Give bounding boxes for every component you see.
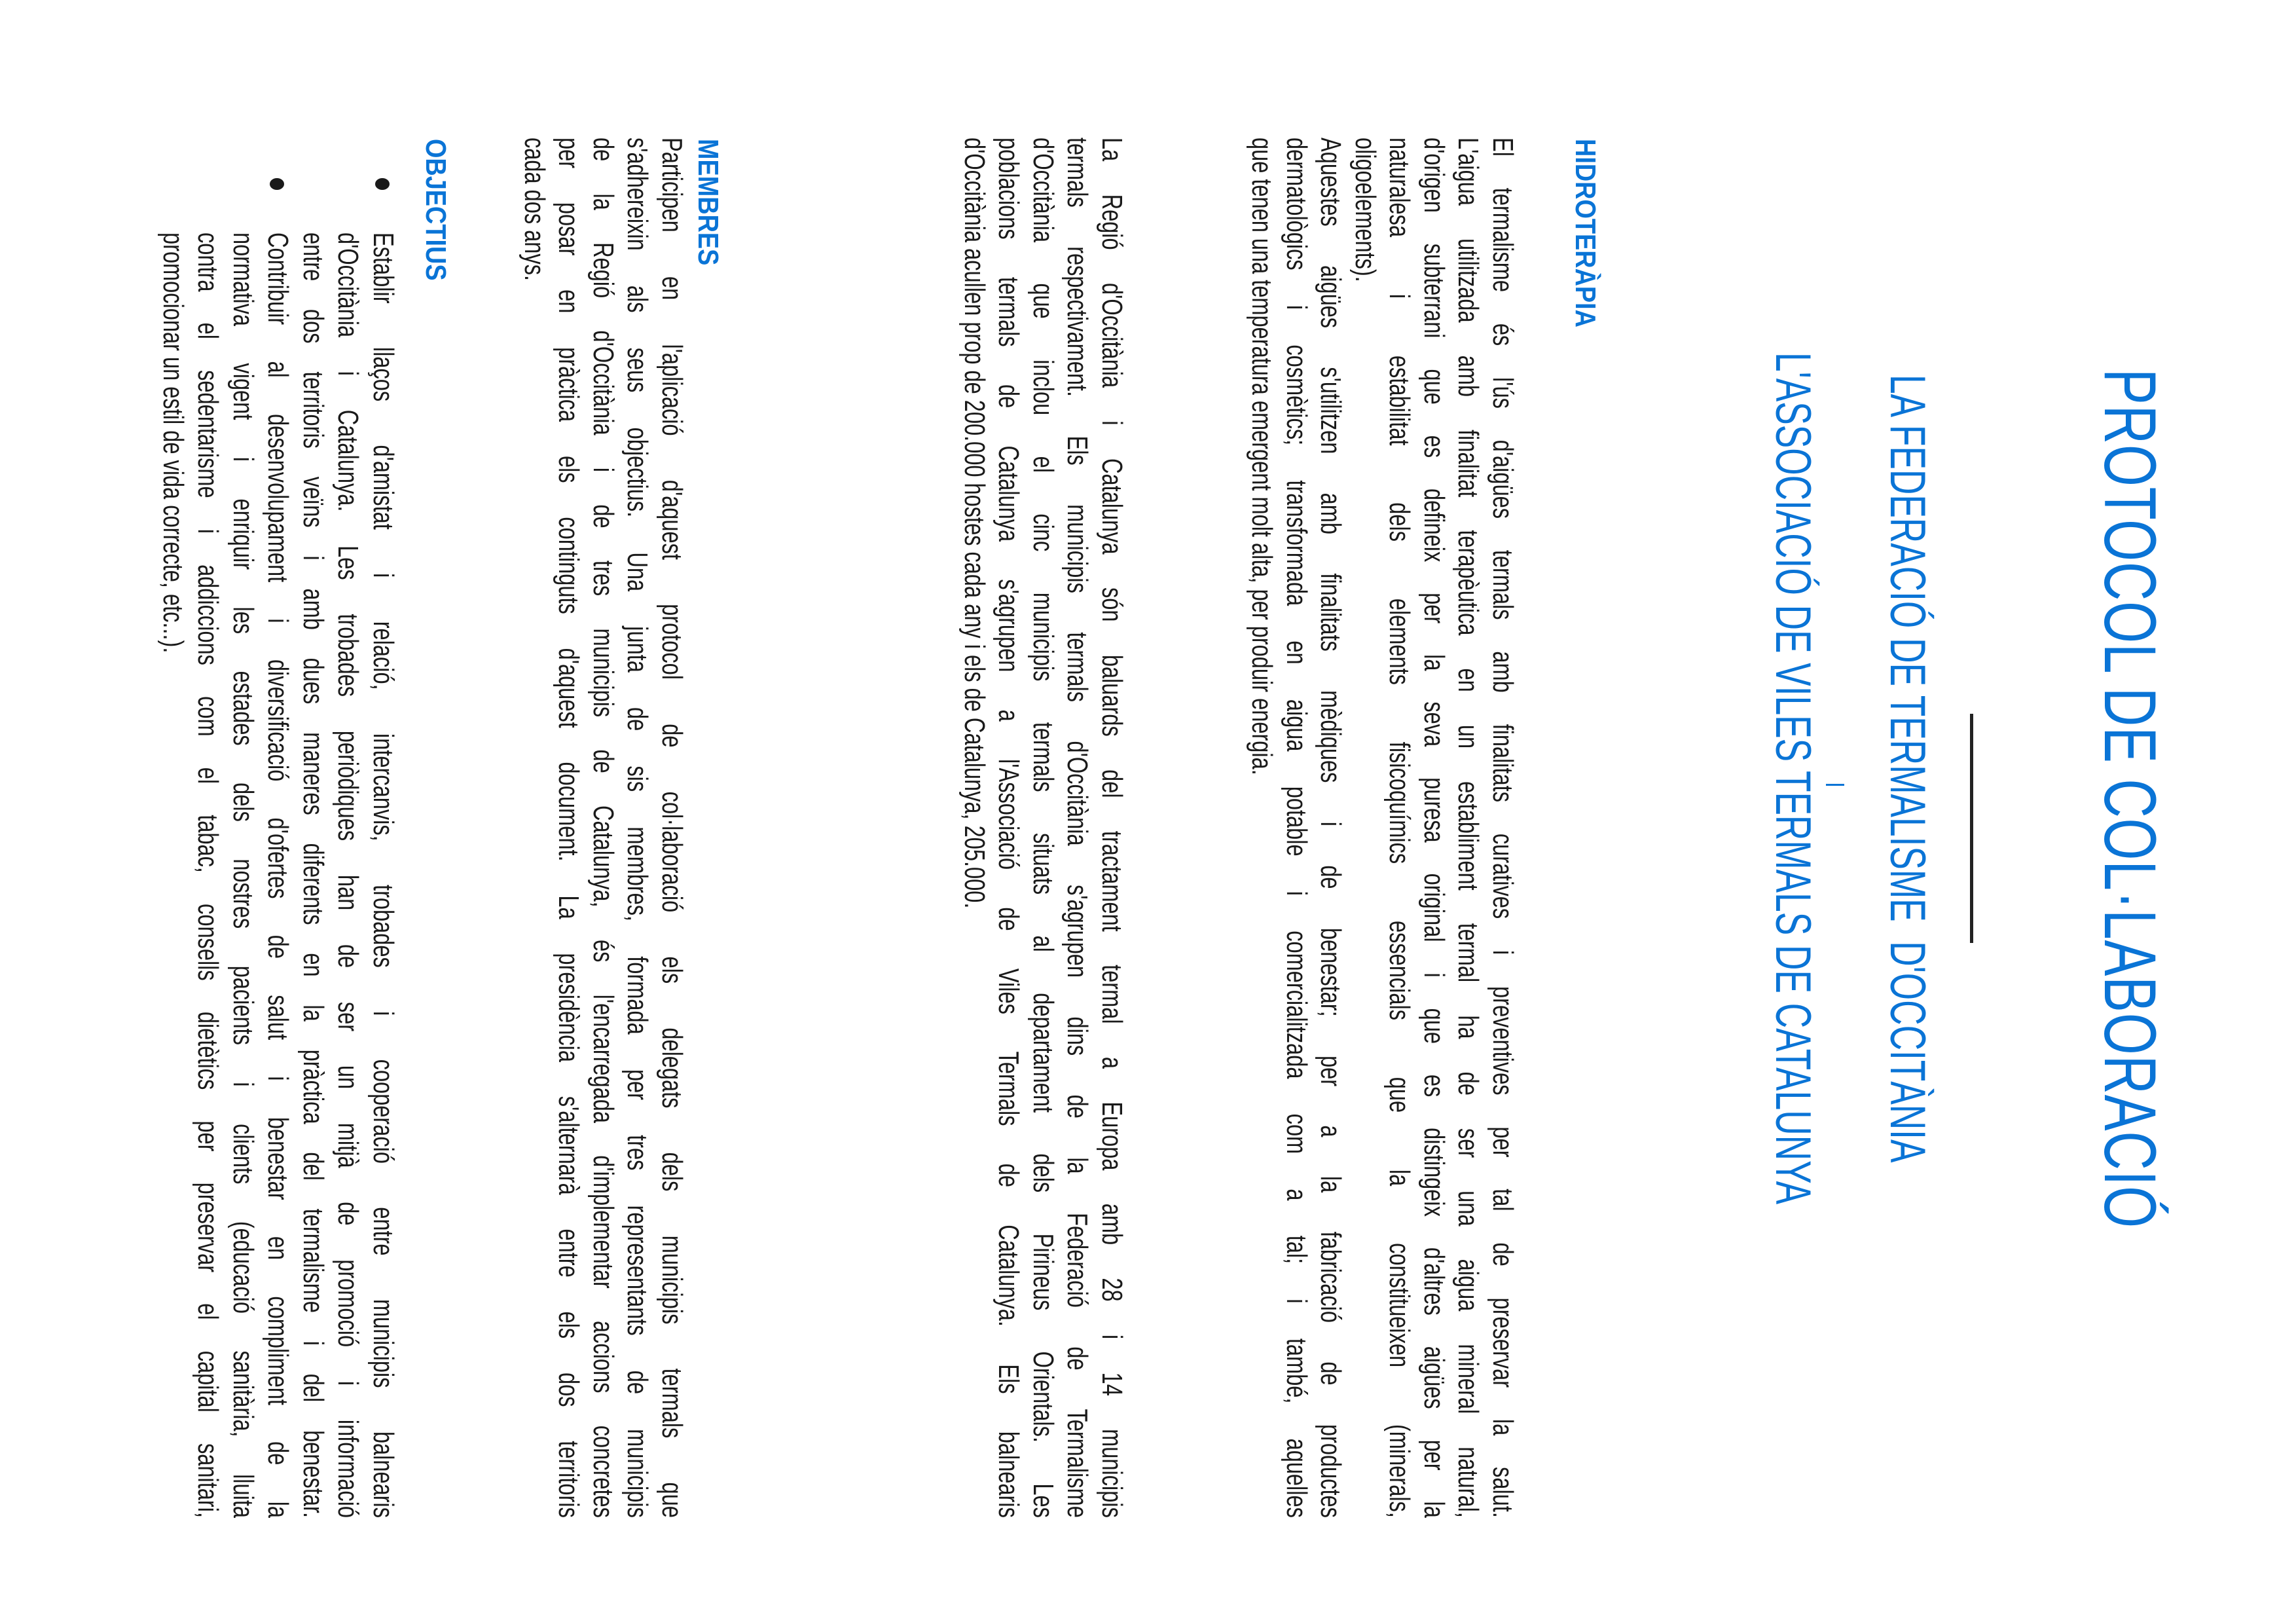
list-item bbox=[296, 138, 401, 1519]
paragraph-line bbox=[1485, 138, 1520, 1519]
list-item-line bbox=[331, 232, 366, 1519]
list-item-line bbox=[261, 232, 296, 1519]
paragraph-line bbox=[1245, 138, 1279, 1519]
bullet-icon bbox=[375, 178, 390, 190]
objectius-list bbox=[156, 138, 401, 1519]
paragraph-line bbox=[1279, 138, 1314, 1519]
document-title-text: PROTOCOL DE COL·LABORACIÓ bbox=[2089, 369, 2171, 1228]
line-text: d'origen subterrani que es defineix per la seva puresa original i que es distingeix d'altres aigües per la bbox=[1418, 138, 1450, 1518]
line-text: dermatològics i cosmètics; transformada en aigua potable i comercialitzada com a tal; i també, aquelles bbox=[1281, 138, 1313, 1518]
line-text: El termalisme és l'ús d'aigües termals amb finalitats curatives i preventives per tal de preservar la salut. bbox=[1487, 138, 1519, 1518]
subtitle-associacio-text: L'ASSOCIACIÓ DE VILES TERMALS DE CATALUNYA bbox=[1765, 352, 1821, 1205]
line-text: Establir llaços d'amistat i relació, intercanvis, trobades i cooperació entre municipis balnearis bbox=[367, 232, 399, 1519]
line-text: d'Occitània acullen prop de 200.000 hostes cada any i els de Catalunya, 205.000. bbox=[958, 138, 991, 909]
list-item-line bbox=[366, 232, 401, 1519]
paragraph-line bbox=[655, 138, 689, 1519]
list-item bbox=[156, 138, 296, 1519]
line-text: entre dos territoris veïns i amb dues maneres diferents en la pràctica del termalisme i del benestar. bbox=[297, 232, 329, 1519]
list-item-line bbox=[296, 232, 331, 1519]
paragraph-line bbox=[1026, 138, 1061, 1519]
line-text: d'Occitània que inclou el cinc municipis termals situats al departament dels Pirineus Orientals. Les bbox=[1027, 138, 1059, 1518]
line-text: per posar en pràctica els continguts d'aquest document. La presidència s'alternarà entre els dos territoris bbox=[553, 138, 585, 1518]
list-item-line bbox=[191, 232, 226, 1519]
line-text: promocionar un estil de vida correcte, etc...). bbox=[157, 232, 189, 654]
section-heading-objectius bbox=[421, 139, 450, 304]
regions-paragraph bbox=[957, 138, 1129, 1519]
paragraph-line bbox=[1417, 138, 1451, 1519]
line-text: La Regió d'Occitània i Catalunya són baluards del tractament termal a Europa amb 28 i 14 municipis bbox=[1096, 138, 1128, 1518]
line-text: d'Occitània i Catalunya. Les trobades periòdiques han de ser un mitjà de promoció i informació bbox=[332, 232, 365, 1519]
line-text: oligoelements). bbox=[1349, 138, 1381, 282]
paragraph-line bbox=[1451, 138, 1485, 1519]
line-text: que tenen una temperatura emergent molt alta, per produir energia. bbox=[1246, 138, 1279, 775]
section-heading-objectius-text: OBJECTIUS bbox=[420, 139, 452, 281]
paragraph-line bbox=[586, 138, 621, 1519]
paragraph-line bbox=[1313, 138, 1348, 1519]
subtitle-separator bbox=[1826, 784, 1844, 786]
paragraph-line bbox=[991, 138, 1026, 1519]
section-heading-membres bbox=[693, 139, 722, 286]
subtitle-federacio-text: LA FEDERACIÓ DE TERMALISME D'OCCITÀNIA bbox=[1880, 375, 1935, 1163]
line-text: naturalesa i estabilitat dels elements fisicoquímics essencials que la constitueixen (minerals, bbox=[1383, 138, 1416, 1518]
paragraph-line bbox=[1095, 138, 1129, 1519]
line-text: Aquestes aigües s'utilitzen amb finalitats mèdiques i de benestar; per a la fabricació de productes bbox=[1315, 138, 1347, 1518]
line-text: Contribuir al desenvolupament i diversificació d'ofertes de salut i benestar en compliment de la bbox=[262, 232, 295, 1519]
hidroterapia-paragraph bbox=[1245, 138, 1520, 1519]
line-text: termals respectivament. Els municipis termals d'Occitània s'agrupen dins de la Federació de Termalisme bbox=[1061, 138, 1094, 1518]
bullet-icon bbox=[270, 178, 285, 190]
list-item-line bbox=[156, 232, 191, 1519]
section-heading-hidroterapia-text: HIDROTERÀPIA bbox=[1569, 139, 1601, 328]
line-text: Participen en l'aplicació d'aquest protocol de col·laboració els delegats dels municipis termals que bbox=[656, 138, 688, 1518]
paragraph-line bbox=[517, 138, 552, 1519]
paragraph-line bbox=[1348, 138, 1383, 1519]
membres-paragraph bbox=[517, 138, 689, 1519]
list-item-line bbox=[226, 232, 261, 1519]
line-text: poblacions termals de Catalunya s'agrupen a l'Associació de Viles Termals de Catalunya. Els balnearis bbox=[993, 138, 1025, 1518]
line-text: normativa vigent i enriquir les estades dels nostres pacients i clients (educació sanitària, lluita bbox=[227, 232, 259, 1519]
document-title bbox=[2089, 369, 2171, 1538]
line-text: s'adhereixin als seus objectius. Una junta de sis membres, formada per tres representants de municipis bbox=[621, 138, 654, 1518]
paragraph-line bbox=[620, 138, 655, 1519]
paragraph-line bbox=[957, 138, 992, 1519]
line-text: L'aigua utilitzada amb finalitat terapèutica en un establiment termal ha de ser una aigua mineral natural, bbox=[1452, 138, 1485, 1518]
subtitle-associacio bbox=[1765, 352, 1821, 1570]
section-heading-hidroterapia bbox=[1571, 139, 1599, 358]
paragraph-line bbox=[1060, 138, 1095, 1519]
line-text: contra el sedentarisme i addiccions com el tabac, consells dietètics per preservar el capital sanitari, bbox=[192, 232, 225, 1519]
subtitle-federacio bbox=[1880, 375, 1935, 1500]
paragraph-line bbox=[551, 138, 586, 1519]
section-heading-membres-text: MEMBRES bbox=[692, 139, 724, 266]
line-text: de la Regió d'Occitània i de tres municipis de Catalunya, és l'encarregada d'implementar accions concretes bbox=[587, 138, 619, 1518]
line-text: cada dos anys. bbox=[519, 138, 551, 282]
paragraph-line bbox=[1382, 138, 1417, 1519]
title-divider bbox=[1970, 714, 1973, 943]
